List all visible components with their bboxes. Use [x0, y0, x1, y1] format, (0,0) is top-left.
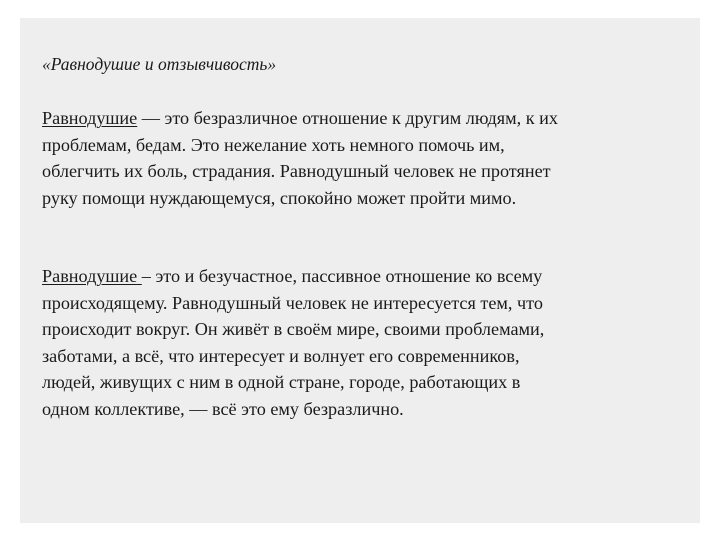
paragraph-2-line: одном коллективе, — всё это ему безразлично. — [42, 398, 404, 419]
term-indifference: Равнодушие — [42, 108, 138, 128]
paragraph-2-line: людей, живущих с ним в одной стране, городе, работающих в — [42, 372, 521, 392]
paragraph-2-line: заботами, а всё, что интересует и волнует его современников, — [42, 345, 520, 366]
term-indifference: Равнодушие — [42, 266, 142, 286]
paragraph-1-line: облегчить их боль, страдания. Равнодушный человек не протянет — [42, 161, 551, 181]
paragraph-1-line: Равнодушие — это безразличное отношение к другим людям, к их — [42, 108, 558, 128]
paragraph-2-line: Равнодушие – это и безучастное, пассивное отношение ко всему — [42, 266, 543, 286]
paragraph-2-line: происходящему. Равнодушный человек не интересуется тем, что — [42, 292, 543, 313]
paragraph-2-line: происходит вокруг. Он живёт в своём мире, своими проблемами, — [42, 319, 545, 339]
paragraph-1-line: руку помощи нуждающемуся, спокойно может пройти мимо. — [42, 187, 517, 208]
slide-title: «Равнодушие и отзывчивость» — [42, 54, 277, 74]
paragraph-1-line: проблемам, бедам. Это нежелание хоть немного помочь им, — [42, 134, 505, 155]
definition-paragraph-1 — [42, 105, 682, 211]
definition-paragraph-2 — [42, 263, 682, 422]
